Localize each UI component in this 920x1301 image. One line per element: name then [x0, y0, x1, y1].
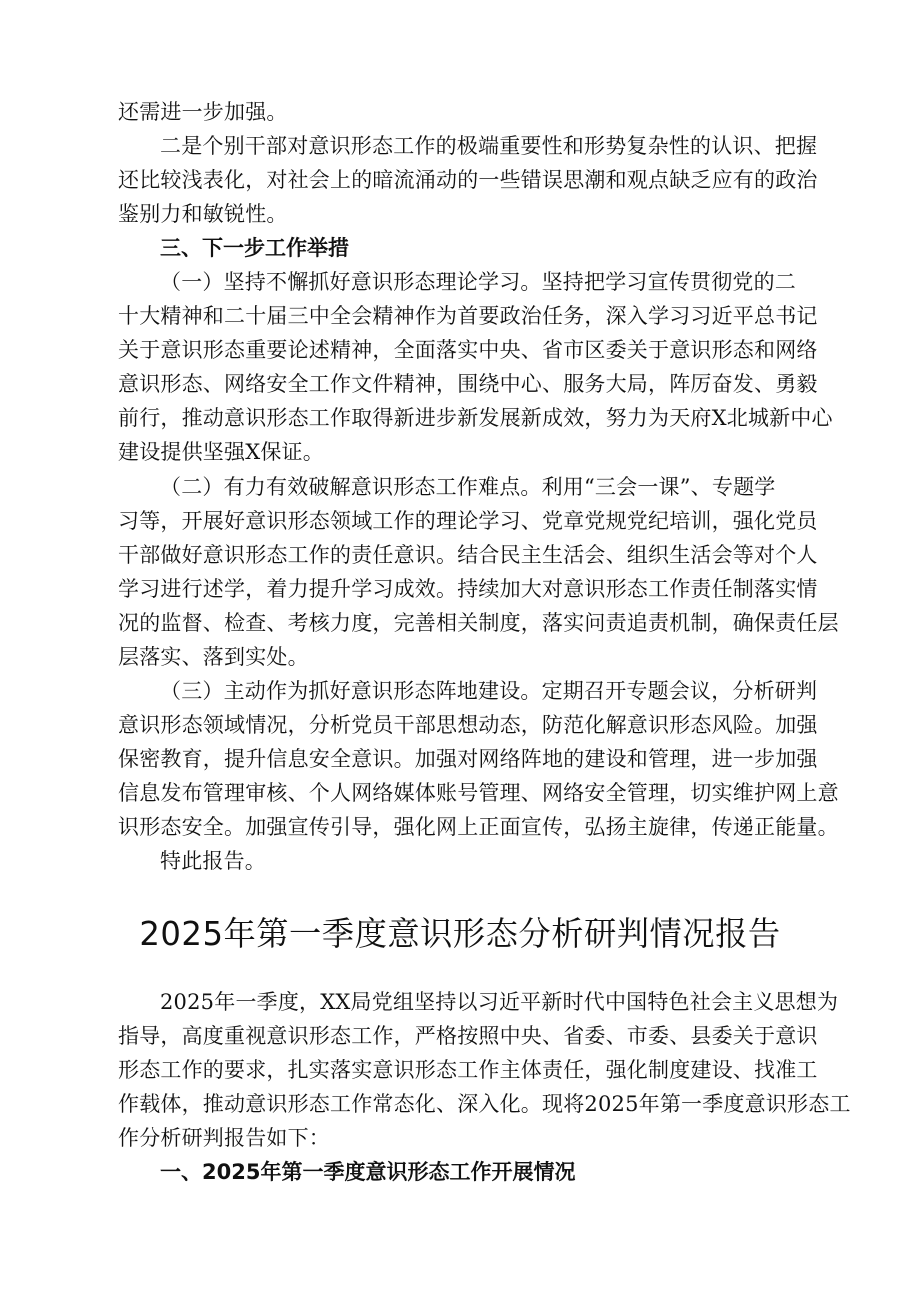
text-line: 二是个别干部对意识形态工作的极端重要性和形势复杂性的认识、把握 [160, 134, 818, 158]
text-line: 关于意识形态重要论述精神，全面落实中央、省市区委关于意识形态和网络 [118, 338, 818, 362]
text-line: （二）有力有效破解意识形态工作难点。利用“三会一课”、专题学 [160, 475, 776, 499]
text-line: 作分析研判报告如下： [118, 1126, 330, 1150]
text-line: （一）坚持不懈抓好意识形态理论学习。坚持把学习宣传贯彻党的二 [160, 270, 796, 294]
section-heading: 三、下一步工作举措 [160, 236, 349, 260]
text-line: 意识形态、网络安全工作文件精神，围绕中心、服务大局，阵厉奋发、勇毅 [118, 372, 818, 396]
text-line: （三）主动作为抓好意识形态阵地建设。定期召开专题会议，分析研判 [160, 679, 818, 703]
text-line: 形态工作的要求，扎实落实意识形态工作主体责任，强化制度建设、找准工 [118, 1058, 818, 1082]
text-line: 2025年一季度，XX局党组坚持以习近平新时代中国特色社会主义思想为 [160, 990, 839, 1014]
text-line: 况的监督、检查、考核力度，完善相关制度，落实问责追责机制，确保责任层 [118, 611, 839, 635]
text-line: 指导，高度重视意识形态工作，严格按照中央、省委、市委、县委关于意识 [118, 1024, 818, 1048]
text-line: 还比较浅表化，对社会上的暗流涌动的一些错误思潮和观点缺乏应有的政治 [118, 168, 818, 192]
text-line: 还需进一步加强。 [118, 100, 288, 124]
text-line: 前行，推动意识形态工作取得新进步新发展新成效，努力为天府X北城新中心 [118, 406, 833, 430]
text-line: 识形态安全。加强宣传引导，强化网上正面宣传，弘扬主旋律，传递正能量。 [118, 815, 839, 839]
text-line: 学习进行述学，着力提升学习成效。持续加大对意识形态工作责任制落实情 [118, 577, 818, 601]
text-line: 干部做好意识形态工作的责任意识。结合民主生活会、组织生活会等对个人 [118, 543, 818, 567]
text-line: 意识形态领域情况，分析党员干部思想动态，防范化解意识形态风险。加强 [118, 713, 818, 737]
text-line: 作载体，推动意识形态工作常态化、深入化。现将2025年第一季度意识形态工 [118, 1092, 851, 1116]
section-heading: 一、2025年第一季度意识形态工作开展情况 [160, 1160, 576, 1184]
report-title: 2025年第一季度意识形态分析研判情况报告 [139, 914, 781, 953]
text-line: 信息发布管理审核、个人网络媒体账号管理、网络安全管理，切实维护网上意 [118, 781, 839, 805]
text-line: 习等，开展好意识形态领域工作的理论学习、党章党规党纪培训，强化党员 [118, 509, 818, 533]
text-line: 建设提供坚强X保证。 [118, 440, 324, 464]
text-line: 保密教育，提升信息安全意识。加强对网络阵地的建设和管理，进一步加强 [118, 747, 818, 771]
text-line: 十大精神和二十届三中全会精神作为首要政治任务，深入学习习近平总书记 [118, 304, 818, 328]
closing-line: 特此报告。 [160, 849, 266, 873]
text-line: 鉴别力和敏锐性。 [118, 202, 288, 226]
text-line: 层落实、落到实处。 [118, 645, 309, 669]
